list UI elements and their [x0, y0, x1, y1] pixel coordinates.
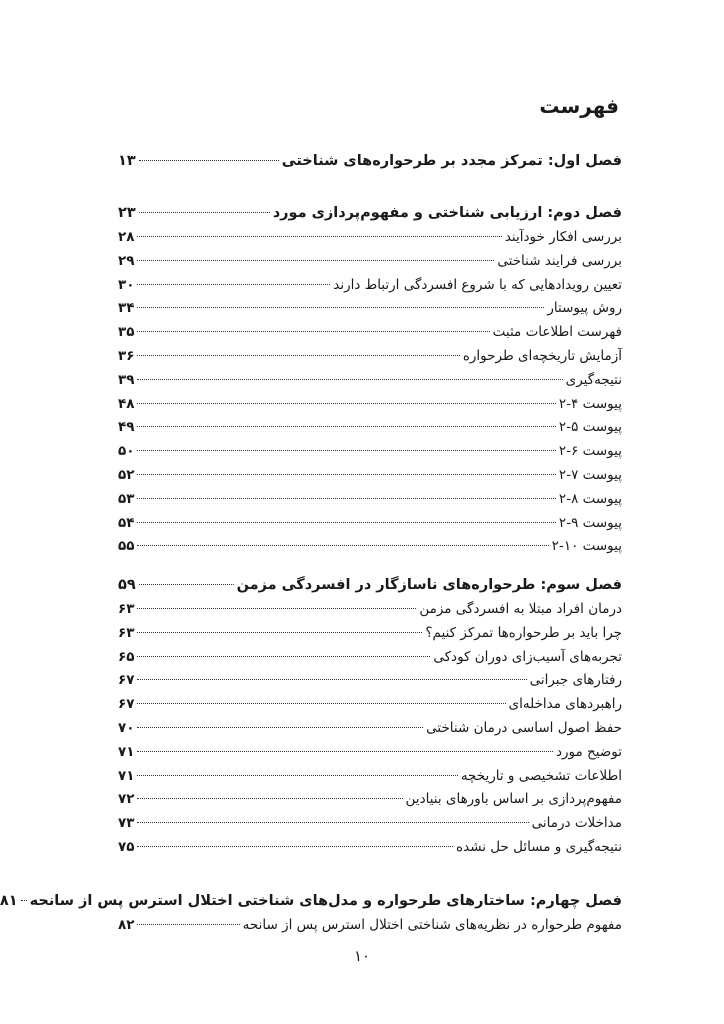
dot-leader	[137, 355, 459, 356]
dot-leader	[137, 331, 489, 332]
page-reference: ۶۷	[118, 696, 135, 713]
dot-leader	[137, 474, 555, 475]
toc-entry	[118, 419, 622, 441]
dot-leader	[137, 545, 548, 546]
toc-entry	[118, 515, 622, 537]
chapter-title: فصل سوم: طرحواره‌های ناسازگار در افسردگی مزمن	[236, 577, 622, 593]
chapter-title: فصل چهارم: ساختارهای طرحواره و مدل‌های شناختی اختلال استرس پس از سانحه	[29, 893, 622, 909]
page-reference: ۵۴	[118, 514, 135, 531]
entry-title: پیوست ۱۰-۲	[551, 538, 622, 555]
entry-title: پیوست ۹-۲	[558, 514, 622, 531]
page-reference: ۳۵	[118, 324, 135, 341]
page-reference: ۶۳	[118, 601, 135, 617]
entry-title: پیوست ۴-۲	[558, 395, 622, 412]
page-reference: ۵۳	[118, 490, 135, 507]
page-reference: ۳۴	[118, 300, 135, 317]
dot-leader	[137, 727, 423, 728]
entry-title: تجربه‌های آسیب‌زای دوران کودکی	[433, 648, 622, 665]
toc-chapter-entry	[118, 153, 622, 175]
dot-leader	[137, 924, 239, 925]
chapter-title: فصل اول: تمرکز مجدد بر طرحواره‌های شناختی	[281, 153, 622, 169]
page-reference: ۸۱	[0, 893, 18, 909]
entry-title: پیوست ۶-۲	[558, 443, 622, 460]
toc-entry	[118, 696, 622, 718]
page-reference: ۷۲	[118, 791, 135, 808]
entry-title: تعیین رویدادهایی که با شروع افسردگی ارتباط دارند	[333, 276, 622, 293]
toc-entry	[118, 396, 622, 418]
toc-entry	[118, 300, 622, 322]
page-reference: ۳۰	[118, 276, 135, 293]
entry-title: پیوست ۸-۲	[558, 490, 622, 507]
toc-entry	[118, 324, 622, 346]
dot-leader	[137, 775, 457, 776]
entry-title: رفتارهای جبرانی	[529, 672, 622, 689]
page-reference: ۲۳	[118, 205, 136, 221]
page-reference: ۳۶	[118, 348, 135, 364]
toc-entry	[118, 744, 622, 766]
dot-leader	[139, 160, 279, 161]
entry-title: آزمایش تاریخچه‌ای طرحواره	[462, 348, 622, 364]
page-reference: ۲۸	[118, 229, 135, 245]
entry-title: مفهوم طرحواره در نظریه‌های شناختی اختلال استرس پس از سانحه	[242, 917, 622, 933]
page-reference: ۶۷	[118, 672, 135, 689]
page-reference: ۳۹	[118, 371, 135, 388]
page-reference: ۴۸	[118, 395, 135, 412]
page-reference: ۶۵	[118, 648, 135, 665]
dot-leader	[137, 632, 422, 633]
dot-leader	[137, 522, 555, 523]
dot-leader	[137, 751, 553, 752]
toc-entry	[118, 601, 622, 623]
dot-leader	[137, 403, 555, 404]
toc-entry	[118, 467, 622, 489]
toc-entry	[118, 839, 622, 861]
dot-leader	[137, 236, 501, 237]
dot-leader	[137, 260, 494, 261]
dot-leader	[137, 703, 505, 704]
dot-leader	[137, 656, 430, 657]
toc-entry	[118, 815, 622, 837]
toc-entry	[118, 625, 622, 647]
dot-leader	[137, 679, 526, 680]
page-reference: ۵۵	[118, 538, 135, 555]
toc-chapter-entry	[118, 205, 622, 227]
toc-entry	[118, 720, 622, 742]
dot-leader	[137, 498, 555, 499]
page-reference: ۵۰	[118, 443, 135, 460]
entry-title: توضیح مورد	[555, 743, 622, 760]
page-number: ۱۰	[353, 947, 371, 965]
page-reference: ۸۲	[118, 917, 135, 933]
page-reference: ۷۳	[118, 815, 135, 832]
dot-leader	[137, 450, 555, 451]
toc-entry	[118, 672, 622, 694]
page-title: فهرست	[539, 94, 619, 118]
dot-leader	[139, 212, 270, 213]
page-reference: ۲۹	[118, 252, 135, 269]
dot-leader	[137, 846, 453, 847]
entry-title: فهرست اطلاعات مثبت	[492, 324, 622, 341]
dot-leader	[137, 426, 555, 427]
toc-entry	[118, 372, 622, 394]
entry-title: نتیجه‌گیری	[565, 371, 622, 388]
toc-entry	[118, 443, 622, 465]
toc-entry	[118, 253, 622, 275]
toc-entry	[118, 791, 622, 813]
dot-leader	[139, 584, 234, 585]
page-reference: ۷۰	[118, 720, 135, 736]
chapter-title: فصل دوم: ارزیابی شناختی و مفهوم‌پردازی مورد	[272, 205, 622, 221]
entry-title: مداخلات درمانی	[531, 815, 622, 832]
toc-chapter-entry	[0, 893, 622, 915]
page-reference: ۵۲	[118, 467, 135, 483]
toc-entry	[118, 491, 622, 513]
page-reference: ۵۹	[118, 577, 136, 593]
toc-chapter-entry	[118, 577, 622, 599]
toc-entry	[118, 768, 622, 790]
dot-leader	[137, 798, 402, 799]
entry-title: بررسی فرایند شناختی	[497, 252, 622, 269]
page-reference: ۷۱	[118, 767, 135, 784]
toc-entry	[118, 229, 622, 251]
entry-title: درمان افراد مبتلا به افسردگی مزمن	[419, 601, 622, 617]
entry-title: حفظ اصول اساسی درمان شناختی	[426, 720, 622, 736]
entry-title: اطلاعات تشخیصی و تاریخچه	[460, 767, 622, 784]
page-reference: ۴۹	[118, 419, 135, 436]
entry-title: بررسی افکار خودآیند	[504, 229, 622, 245]
dot-leader	[137, 379, 562, 380]
entry-title: نتیجه‌گیری و مسائل حل نشده	[456, 839, 622, 855]
page-reference: ۷۵	[118, 839, 135, 855]
entry-title: مفهوم‌پردازی بر اساس باورهای بنیادین	[405, 791, 622, 808]
page-reference: ۷۱	[118, 743, 135, 760]
toc-entry	[118, 277, 622, 299]
page-reference: ۶۳	[118, 624, 135, 641]
page-reference: ۱۳	[118, 153, 136, 169]
entry-title: پیوست ۵-۲	[558, 419, 622, 436]
dot-leader	[21, 900, 27, 901]
dot-leader	[137, 822, 528, 823]
toc-entry	[118, 538, 622, 560]
dot-leader	[137, 608, 416, 609]
toc-entry	[118, 348, 622, 370]
dot-leader	[137, 284, 330, 285]
entry-title: چرا باید بر طرحواره‌ها تمرکز کنیم؟	[425, 624, 622, 641]
toc-entry	[118, 649, 622, 671]
dot-leader	[137, 307, 544, 308]
entry-title: پیوست ۷-۲	[558, 467, 622, 483]
entry-title: راهبردهای مداخله‌ای	[508, 696, 622, 713]
entry-title: روش پیوستار	[547, 300, 622, 317]
toc-entry	[118, 917, 622, 939]
